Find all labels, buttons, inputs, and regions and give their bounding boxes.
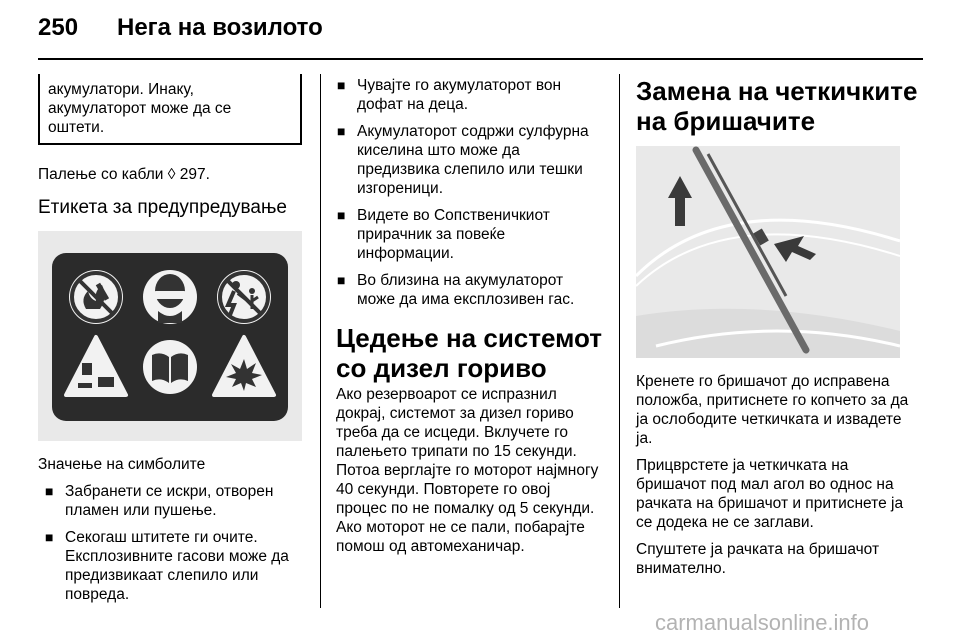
list-item: [38, 482, 302, 520]
column-3: [636, 76, 922, 586]
bullet-square-icon: ■: [45, 529, 54, 545]
list-item-text: Забранети се искри, отворен пламен или пушење.: [65, 483, 274, 519]
no-fire-icon: [69, 270, 123, 324]
wiper-paragraph-3: Спуштете ја рачката на бришачот внимателно.: [636, 541, 880, 577]
list-item: [336, 206, 604, 263]
wiper-illustration: [636, 146, 900, 358]
bullet-square-icon: ■: [337, 272, 346, 288]
list-item: [336, 76, 604, 114]
list-item-text: Акумулаторот содржи сулфурна киселина што може да предизвика слепило или тешки изгореници.: [357, 123, 589, 197]
column-divider-2: [619, 74, 620, 608]
list-item: [336, 271, 604, 309]
arrow-ref-icon: ◊: [167, 166, 176, 183]
figure-caption: Значење на симболите: [38, 456, 206, 473]
keep-away-children-icon: [217, 270, 271, 324]
list-item-text: Во близина на акумулаторот може да има експлозивен гас.: [357, 272, 575, 308]
cross-reference-text: Палење со кабли: [38, 166, 164, 183]
page-title: Нега на возилото: [117, 14, 323, 41]
list-item: [38, 528, 302, 604]
column-1: [38, 74, 302, 612]
warning-box: [38, 74, 302, 145]
read-manual-icon: [143, 340, 197, 394]
bullet-square-icon: ■: [337, 77, 346, 93]
warning-label-figure: [38, 231, 302, 441]
eye-protection-icon: [143, 270, 197, 324]
cross-reference-page: 297.: [179, 166, 210, 183]
watermark-footer: carmanualsonline.info: [655, 610, 870, 635]
list-item-text: Секогаш штитете ги очите. Експлозивните гасови може да предизвикаат слепило или повреда.: [65, 529, 289, 603]
warning-text: акумулатори. Инаку, акумулаторот може да се оштети.: [48, 81, 232, 136]
bullet-square-icon: ■: [45, 483, 54, 499]
column-divider-1: [320, 74, 321, 608]
list-item: [336, 122, 604, 198]
page-number: 250: [38, 14, 79, 41]
section-title-diesel: Цедење на системот со дизел гориво: [336, 323, 602, 383]
section-title-warning-label: Етикета за предупредување: [38, 197, 287, 218]
wiper-paragraph-2: Прицврстете ја четкичката на бришачот под мал агол во однос на рачката на бришачот и притиснете ја се додека не се заглави.: [636, 457, 904, 531]
header-rule: [38, 58, 923, 60]
diesel-paragraph: Ако резервоарот се испразнил докрај, системот за дизел гориво треба да се исцеди. Вклучете го палењето трипати по 15 секунди. Потоа верглајте го моторот најмногу 40 секунди. Повторете го овој процес по не помалку од 5 секунди. Ако моторот не се пали, побарајте помош од автомеханичар.: [336, 386, 599, 555]
list-item-text: Чувајте го акумулаторот вон дофат на деца.: [357, 77, 562, 113]
list-item-text: Видете во Сопственичкиот прирачник за повеќе информации.: [357, 207, 550, 262]
bullet-square-icon: ■: [337, 123, 346, 139]
cross-reference[interactable]: [38, 165, 302, 184]
column-2: [336, 76, 604, 556]
bullet-square-icon: ■: [337, 207, 346, 223]
wiper-paragraph-1: Кренете го бришачот до исправена положба, притиснете го копчето за да ја ослободите четкичката и извадете ја.: [636, 373, 909, 447]
section-title-wiper: Замена на четкичките на бришачите: [636, 76, 918, 136]
warning-label-illustration: [38, 231, 302, 441]
wiper-figure: [636, 146, 900, 358]
